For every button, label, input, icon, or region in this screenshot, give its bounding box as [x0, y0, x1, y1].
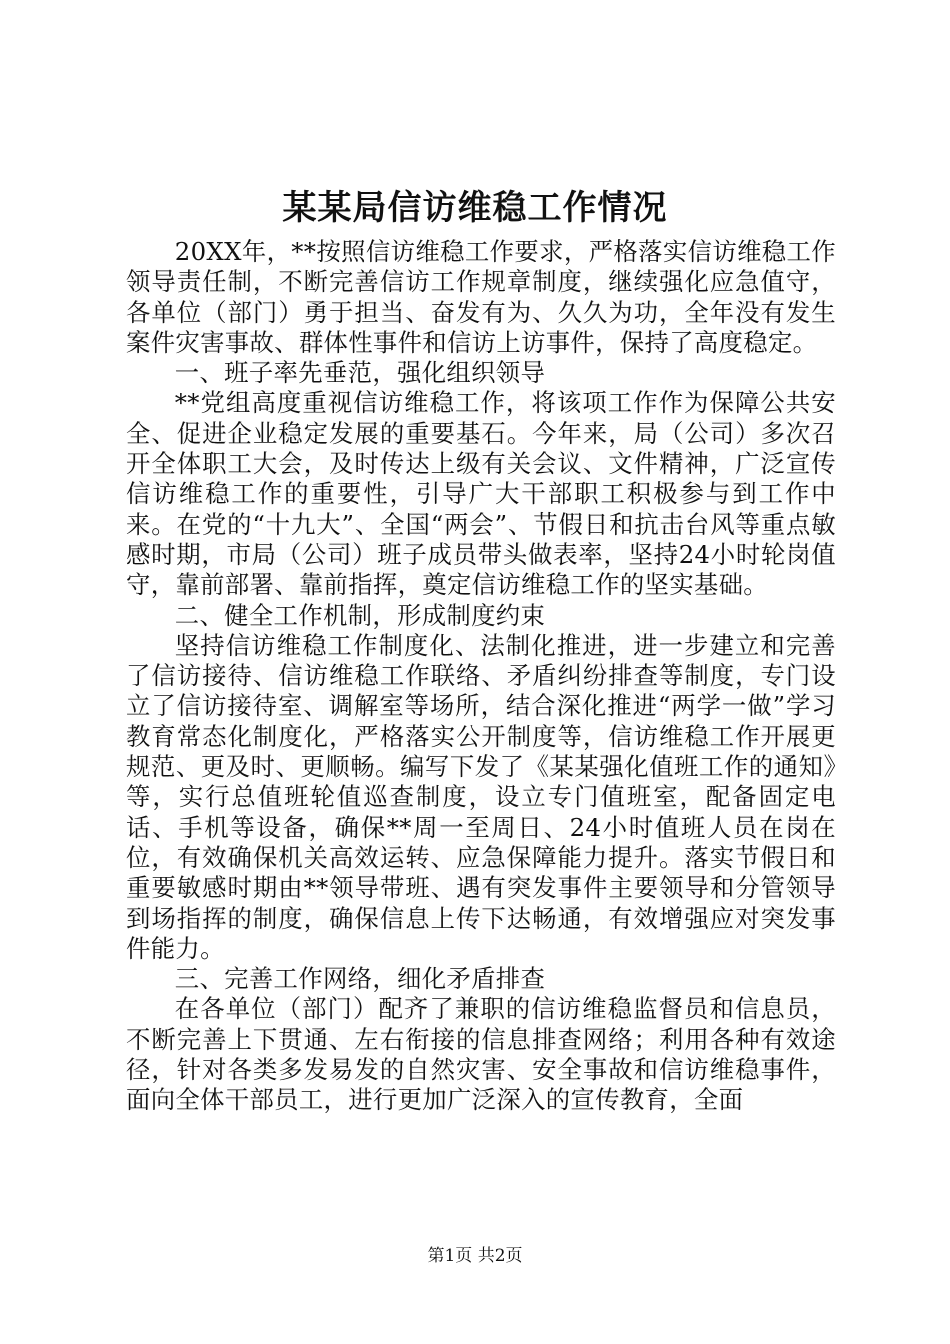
section-heading-3: 三、完善工作网络，细化矛盾排查	[174, 964, 546, 994]
section-paragraph-3: 在各单位（部门）配齐了兼职的信访维稳监督员和信息员，不断完善上下贯通、左右衔接的信息排查网络；利用各种有效途径，针对各类多发易发的自然灾害、安全事故和信访维稳事件，面向全体干部员工，进行更加广泛深入的宣传教育，全面	[126, 994, 836, 1115]
section-paragraph-1: **党组高度重视信访维稳工作，将该项工作作为保障公共安全、促进企业稳定发展的重要基石。今年来，局（公司）多次召开全体职工大会，及时传达上级有关会议、文件精神，广泛宣传信访维稳工作的重要性，引导广大干部职工积极参与到工作中来。在党的“十九大”、全国“两会”、节假日和抗击台风等重点敏感时期，市局（公司）班子成员带头做表率，坚持24小时轮岗值守，靠前部署、靠前指挥，奠定信访维稳工作的坚实基础。	[126, 388, 836, 600]
section-heading-1: 一、班子率先垂范，强化组织领导	[174, 358, 546, 388]
document-title: 某某局信访维稳工作情况	[282, 188, 668, 228]
intro-paragraph: 20XX年，**按照信访维稳工作要求，严格落实信访维稳工作领导责任制，不断完善信访工作规章制度，继续强化应急值守，各单位（部门）勇于担当、奋发有为、久久为功，全年没有发生案件灾害事故、群体性事件和信访上访事件，保持了高度稳定。	[126, 237, 836, 357]
section-paragraph-2: 坚持信访维稳工作制度化、法制化推进，进一步建立和完善了信访接待、信访维稳工作联络、矛盾纠纷排查等制度，专门设立了信访接待室、调解室等场所，结合深化推进“两学一做”学习教育常态化制度化，严格落实公开制度等，信访维稳工作开展更规范、更及时、更顺畅。编写下发了《某某强化值班工作的通知》等，实行总值班轮值巡查制度，设立专门值班室，配备固定电话、手机等设备，确保**周一至周日、24小时值班人员在岗在位，有效确保机关高效运转、应急保障能力提升。落实节假日和重要敏感时期由**领导带班、遇有突发事件主要领导和分管领导到场指挥的制度，确保信息上传下达畅通，有效增强应对突发事件能力。	[126, 630, 836, 963]
page-number-footer: 第1页 共2页	[427, 1246, 523, 1266]
section-heading-2: 二、健全工作机制，形成制度约束	[174, 600, 546, 630]
document-body	[126, 237, 836, 1116]
